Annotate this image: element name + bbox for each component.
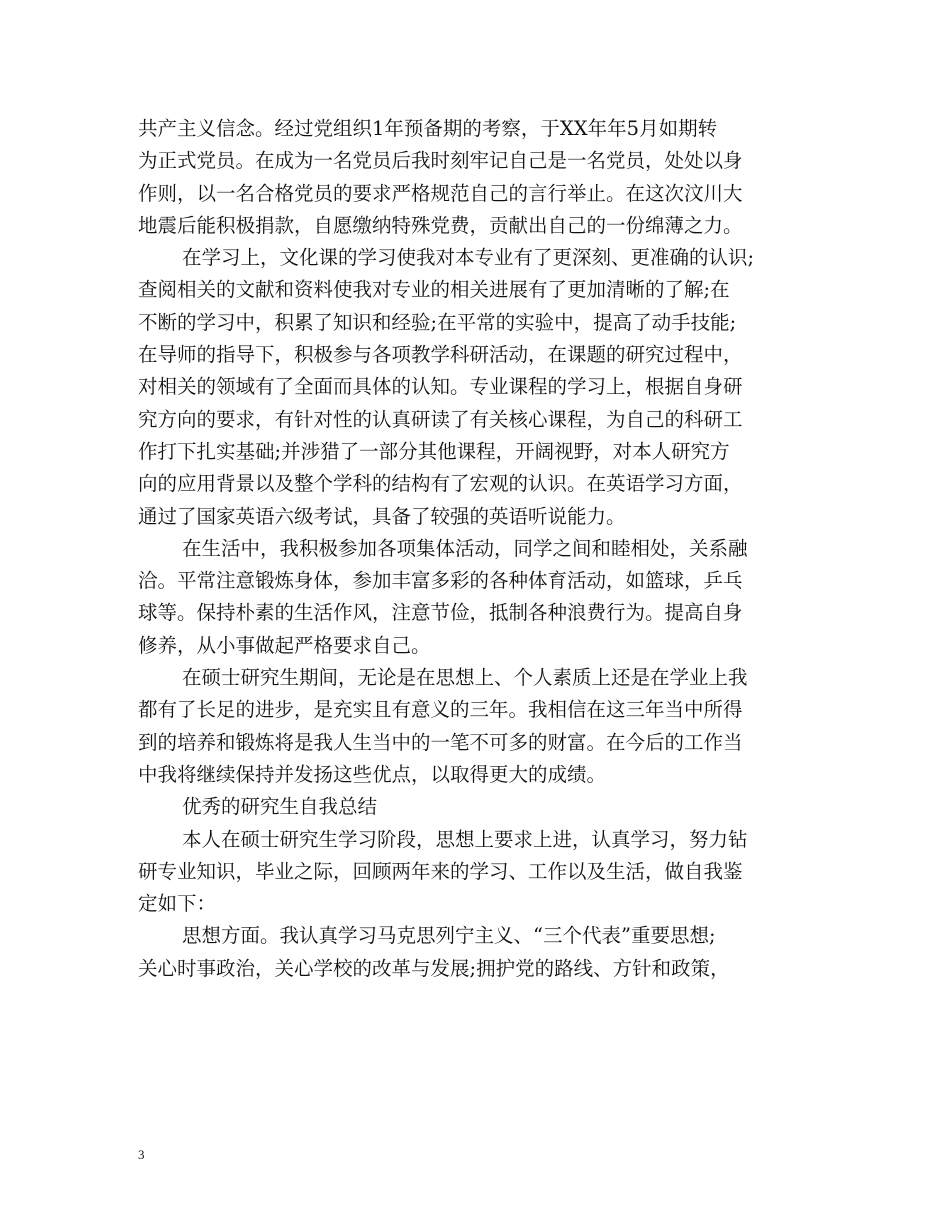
- text-line: 究方向的要求，有针对性的认真研读了有关核心课程，为自己的科研工: [138, 407, 743, 431]
- text-line: 在生活中，我积极参加各项集体活动，同学之间和睦相处，关系融: [182, 536, 748, 560]
- text-line: 洽。平常注意锻炼身体，参加丰富多彩的各种体育活动，如篮球，乒乓: [138, 569, 743, 593]
- text-line: 优秀的研究生自我总结: [182, 795, 378, 819]
- text-line: 作打下扎实基础;并涉猎了一部分其他课程，开阔视野，对本人研究方: [138, 439, 730, 463]
- text-line: 对相关的领域有了全面而具体的认知。专业课程的学习上，根据自身研: [138, 375, 743, 399]
- text-line: 共产主义信念。经过党组织1年预备期的考察，于XX年年5月如期转: [138, 117, 718, 140]
- text-line: 为正式党员。在成为一名党员后我时刻牢记自己是一名党员，处处以身: [138, 149, 743, 173]
- text-line: 不断的学习中，积累了知识和经验;在平常的实验中，提高了动手技能;: [138, 310, 737, 334]
- text-line: 在导师的指导下，积极参与各项教学科研活动，在课题的研究过程中，: [138, 343, 743, 367]
- text-line: 研专业知识，毕业之际，回顾两年来的学习、工作以及生活，做自我鉴: [138, 859, 743, 883]
- text-line: 向的应用背景以及整个学科的结构有了宏观的认识。在英语学习方面，: [138, 472, 743, 496]
- text-line: 都有了长足的进步，是充实且有意义的三年。我相信在这三年当中所得: [138, 698, 743, 722]
- text-line: 查阅相关的文献和资料使我对专业的相关进展有了更加清晰的了解;在: [138, 278, 730, 302]
- page-number: 3: [138, 1147, 145, 1162]
- text-line: 通过了国家英语六级考试，具备了较强的英语听说能力。: [138, 504, 626, 528]
- text-line: 修养，从小事做起严格要求自己。: [138, 633, 431, 657]
- text-line: 到的培养和锻炼将是我人生当中的一笔不可多的财富。在今后的工作当: [138, 730, 743, 754]
- text-line: 思想方面。我认真学习马克思列宁主义、“三个代表”重要思想;: [182, 924, 716, 948]
- text-line: 在学习上，文化课的学习使我对本专业有了更深刻、更准确的认识;: [182, 246, 755, 270]
- text-line: 中我将继续保持并发扬这些优点，以取得更大的成绩。: [138, 762, 607, 786]
- text-line: 关心时事政治，关心学校的改革与发展;拥护党的路线、方针和政策，: [138, 956, 730, 980]
- text-line: 在硕士研究生期间，无论是在思想上、个人素质上还是在学业上我: [182, 666, 748, 690]
- body-text: [138, 113, 818, 985]
- text-line: 作则，以一名合格党员的要求严格规范自己的言行举止。在这次汶川大: [138, 181, 743, 205]
- text-line: 本人在硕士研究生学习阶段，思想上要求上进，认真学习，努力钻: [182, 827, 748, 851]
- text-line: 定如下：: [138, 892, 217, 916]
- text-line: 球等。保持朴素的生活作风，注意节俭，抵制各种浪费行为。提高自身: [138, 601, 743, 625]
- text-line: 地震后能积极捐款，自愿缴纳特殊党费，贡献出自己的一份绵薄之力。: [138, 213, 743, 237]
